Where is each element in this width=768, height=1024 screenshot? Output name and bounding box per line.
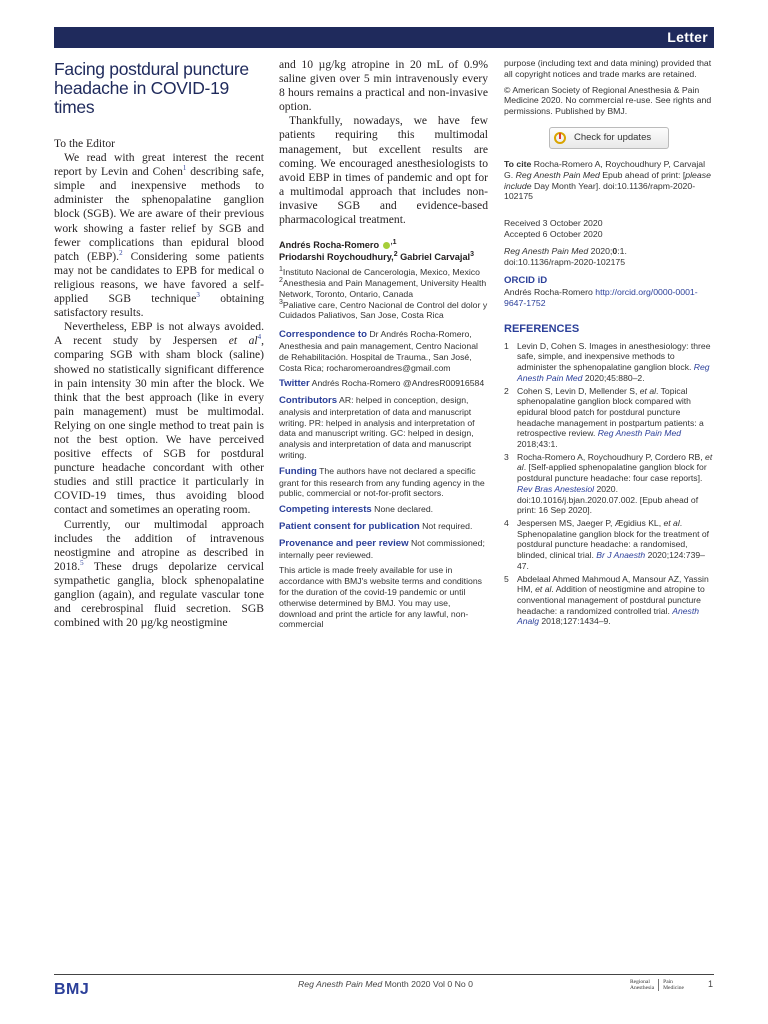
journal-reference: Reg Anesth Pain Med 2020;0:1. doi:10.1136/rapm-2020-102175 [504, 245, 627, 267]
crossmark-icon [554, 132, 566, 144]
paragraph-3: Currently, our multimodal approach includes the addition of intravenous neostigmine and atropine as described in 2018.$^5$ These drugs depolarize cervical sympathetic ganglia, block sphenopalatine ganglion (again), and regulate vascular tone and cerebrospinal fluid secretion. SGB combined with 20 µg/kg neostigmine [54, 517, 264, 630]
ref-link-5[interactable]: 5 [80, 558, 84, 567]
reference-item: 5 Abdelaal Ahmed Mahmoud A, Mansour AZ, Yassin HM, et al. Addition of neostigmine and atropine to conventional management of postdural puncture headache: a randomized controlled trial. Anesth Analg 2018;127:1434–9. [504, 573, 709, 627]
open-access-note-cont: purpose (including text and data mining) provided that all copyright notices and trade marks are retained. [504, 58, 712, 79]
open-access-note: This article is made freely available for use in accordance with BMJ's website terms and conditions for the duration of the covid-19 pandemic or until otherwise determined by BMJ. You may use, download and print the article for any lawful, non-commercial [279, 565, 483, 630]
column-2 [279, 58, 488, 635]
contributors-note: Contributors AR: helped in conception, design, analysis and interpretation of data and manuscript writing. PR: helped in analysis and interpretation of data and manuscript writing. GC: helped in design, analysis and interpretation of data and manuscript writing. [279, 395, 475, 461]
article-type-bar [54, 27, 714, 48]
competing-interests-note: Competing interests None declared. [279, 504, 434, 516]
reference-item: 2 Cohen S, Levin D, Mellender S, et al. Topical sphenopalatine ganglion block compared with epidural blood patch for postdural puncture headache management in postpartum patients: a retrospective review. Reg Anesth Pain Med 2018;43:1. [504, 385, 704, 450]
article-meta [504, 58, 714, 117]
paragraph-2: Nevertheless, EBP is not always avoided. A recent study by Jespersen et $al^4$, comparing SGB with sham block (saline) showed no statistically significant difference in pain intensity 30 min after the block. We think that the best approach (like in every pain management) must be multimodal. Relying on one single method to treat pain is not the best option. We have perceived positive effects of SGB for postdural puncture headache concordant with other studies and still practice it particularly in COVID-19 times, thus avoiding blood contact and sometimes an operating room. [54, 320, 264, 517]
reference-item: 3 Rocha-Romero A, Roychoudhury P, Cordero RB, et al. [Self-applied sphenopalatine ganglion block for postdural puncture headache: four case reports]. Rev Bras Anestesiol 2020. doi:10.1016/j.bjan.2020.07.002. [Epub ahead of print: 16 Sep 2020]. [504, 451, 713, 516]
patient-consent-note: Patient consent for publication Not required. [279, 521, 473, 533]
footer-journal-info: Reg Anesth Pain Med Month 2020 Vol 0 No 0 [298, 979, 474, 989]
reference-journal-link[interactable]: Reg Anesth Pain Med [597, 428, 681, 439]
bmj-logo: BMJ [54, 981, 90, 998]
paragraph-3-cont: and 10 µg/kg atropine in 20 mL of 0.9% saline given over 5 min intravenously every 8 hours remains a practical and non-invasive option. [279, 58, 488, 114]
copyright-note: © American Society of Regional Anesthesia & Pain Medicine 2020. No commercial re-use. See rights and permissions. Published by BMJ. [504, 84, 712, 117]
references-heading: REFERENCES [504, 322, 580, 335]
reference-journal-link[interactable]: Reg Anesth Pain Med [517, 362, 710, 383]
ref-link-4[interactable]: 4 [257, 333, 262, 342]
page-number: 1 [708, 979, 714, 989]
paragraph-1: We read with great interest the recent report by Levin and Cohen$^1$ describing safe, simple and inexpensive methods to administer the sphenopalatine ganglion block (SGB). We are aware of their previous work showing a faster relief by SGB and fewer complications than epidural blood patch (EBP).$^2$ Considering some patients may not be candidates to EPB for medical o religious reasons, we have favored a self-applied SGB technique$^3$ obtaining satisfactory results. [54, 151, 265, 320]
received-date: Received 3 October 2020 [504, 218, 603, 229]
twitter-note: Twitter Andrés Rocha-Romero @AndresR00916584 [279, 378, 485, 390]
ref-link-2[interactable]: 2 [119, 248, 123, 257]
affiliations: $^1$Instituto Nacional de Cancerologia, Mexico, Mexico $^2$Anesthesia and Pain Management, University Health Network, Toronto, Ontario, Canada $^3$Paliative care, Centro Nacional de Control del dolor y Cuidados Paliativos, San Jose, Costa Rica [279, 266, 488, 321]
body-text-col2 [279, 58, 488, 227]
body-text-col1 [54, 151, 264, 630]
check-for-updates-button[interactable]: Check for updates [549, 127, 669, 149]
reference-item: 4 Jespersen MS, Jaeger P, Ægidius KL, et al. Sphenopalatine ganglion block for the treatment of postdural puncture headache: a randomised, blinded, clinical trial. Br J Anaesth 2020;124:739–47. [504, 518, 710, 571]
citation-block [504, 159, 714, 309]
reference-journal-link[interactable]: Anesth Analg [517, 605, 700, 627]
reference-journal-link[interactable]: Br J Anaesth [596, 550, 646, 561]
reference-item: 1 Levin D, Cohen S. Images in anesthesiology: three safe, simple, and inexpensive methods to administer the sphenopalatine ganglion block. Reg Anesth Pain Med 2020;45:880–2. [504, 340, 711, 383]
funding-note: Funding The authors have not declared a specific grant for this research from any funding agency in the public, commercial or not-for-profit sectors. [279, 465, 485, 499]
reference-journal-link[interactable]: Rev Bras Anestesiol [517, 483, 595, 494]
correspondence: Correspondence to Dr Andrés Rocha-Romero, Anesthesia and pain management, Centro Nacional de Rehabilitación. Hospital de Trauma., San José, Costa Rica; rocharomeroandres@gmail.com [279, 329, 478, 373]
accepted-date: Accepted 6 October 2020 [504, 228, 603, 239]
ref-link-1[interactable]: 1 [182, 164, 187, 173]
to-cite: To cite Rocha-Romero A, Roychoudhury P, Carvajal G. Reg Anesth Pain Med Epub ahead of print: [please include Day Month Year]. doi:10.1136/rapm-2020-102175 [504, 158, 711, 202]
orcid-link[interactable]: http://orcid.org/0000-0001-9647-1752 [504, 287, 698, 308]
reference-list [504, 341, 714, 627]
article-type-label: Letter [667, 29, 708, 45]
column-1 [54, 60, 264, 630]
paragraph-4: Thankfully, nowadays, we have few patients requiring this multimodal management, but excellent results are coming. We encouraged anesthesiologists to avoid EBP in times of pandemic and opt for a multimodal approach that includes non-invasive SGB and evidence-based pharmacological treatment. [279, 114, 488, 227]
salutation: To the Editor [54, 137, 116, 150]
author-list: Andrés Rocha-Romero $^{,1}$ Priodarshi Roychoudhury,$^2$ Gabriel Carvajal$^3$ [279, 239, 475, 263]
article-title: Facing postdural puncture headache in COVID-19 times [54, 59, 249, 117]
ref-link-3[interactable]: 3 [196, 291, 200, 300]
orcid-icon[interactable] [383, 242, 390, 249]
article-notes [279, 329, 488, 630]
footer-rule [54, 974, 714, 975]
rapm-logo: Regional AnesthesiaPain Medicine [630, 979, 684, 991]
provenance-note: Provenance and peer review Not commissioned; internally peer reviewed. [279, 537, 485, 560]
orcid-section: ORCID iD Andrés Rocha-Romero http://orcid.org/0000-0001-9647-1752 [504, 275, 698, 308]
column-3 [504, 58, 714, 629]
